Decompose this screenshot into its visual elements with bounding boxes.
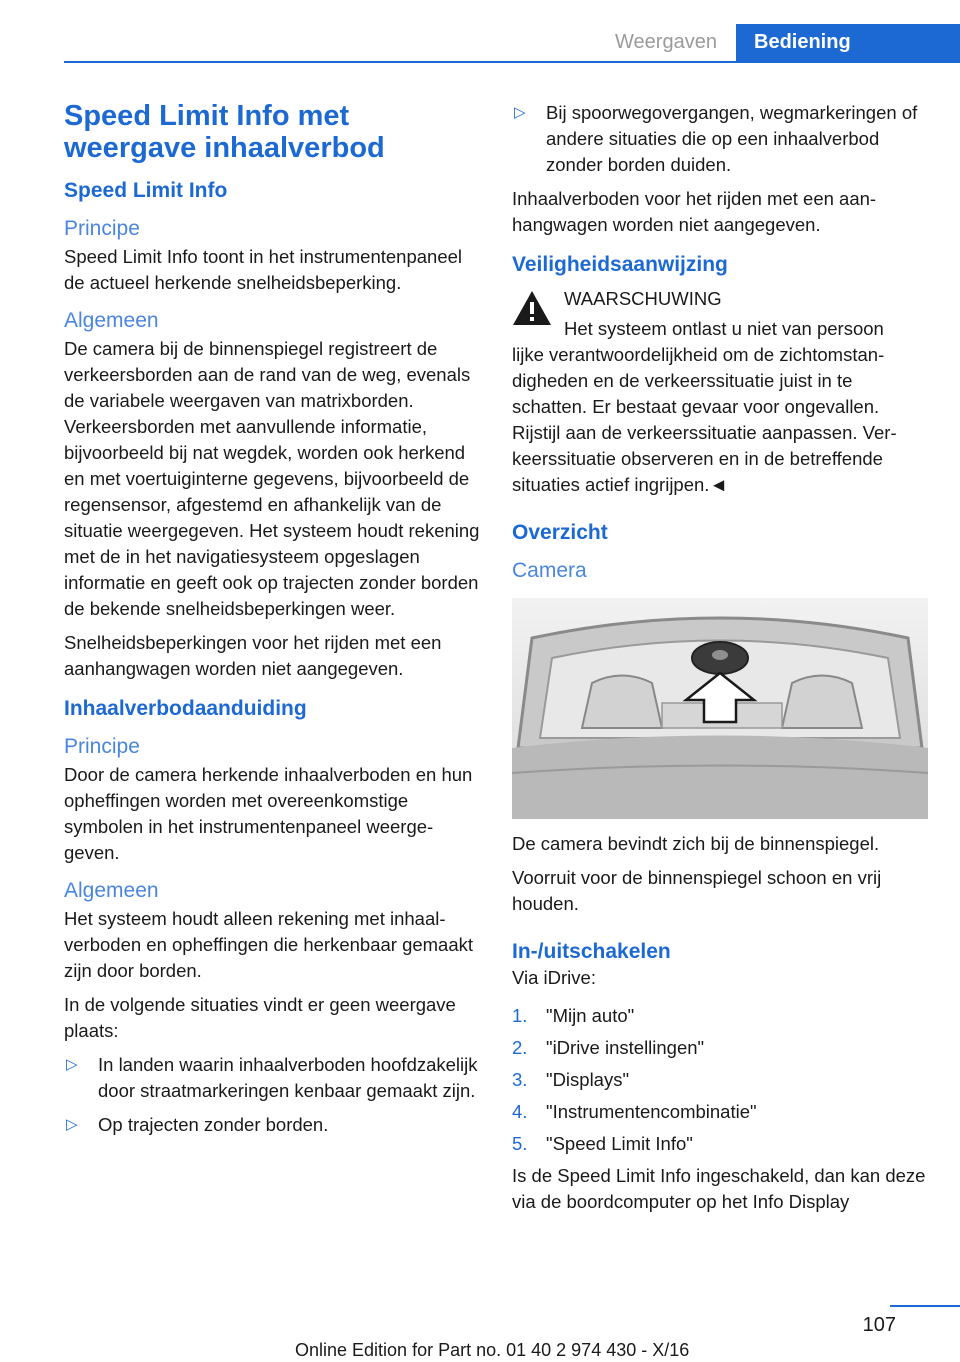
heading-in-uitschakelen: In-/uitschakelen bbox=[512, 940, 671, 963]
paragraph-aanhangwagen: Snelheidsbeperkingen voor het rijden met een aanhangwagen worden niet aangegeven. bbox=[64, 632, 442, 679]
warning-text: lijke verantwoordelijkheid om de zichtomstandigheden en de verkeerssituatie juist in te schatten. Er bestaat gevaar voor ongevallen. Rijstijl aan de verkeerssituatie aanpassen. Verkeerssituatie observeren en in de betreffende situaties actief ingrijpen.◄ bbox=[512, 344, 897, 495]
paragraph-principe: Speed Limit Info toont in het instrumentenpaneel de actueel herkende snelheidsbeperking. bbox=[64, 246, 463, 293]
heading-camera: Camera bbox=[512, 559, 587, 582]
triangle-right-icon: ▷ bbox=[66, 1056, 78, 1073]
step-item bbox=[512, 1131, 932, 1157]
step-item bbox=[512, 1099, 932, 1125]
bullet-list bbox=[64, 1052, 482, 1138]
list-item-text: Bij spoorwegovergangen, wegmarkeringen of andere situaties die op een inhaalverbod zonder borden duiden. bbox=[546, 102, 918, 175]
step-label: "Displays" bbox=[546, 1069, 630, 1090]
right-column bbox=[512, 100, 932, 1223]
paragraph-camera-locatie: De camera bevindt zich bij de binnenspiegel. bbox=[512, 833, 880, 854]
step-item bbox=[512, 1003, 932, 1029]
warning-label: WAARSCHUWING bbox=[564, 288, 722, 309]
step-item bbox=[512, 1067, 932, 1093]
paragraph-via-idrive: Via iDrive: bbox=[512, 967, 596, 988]
tab-weergaven[interactable]: Weergaven bbox=[615, 31, 717, 53]
bullet-list-continued bbox=[512, 100, 932, 178]
step-number: 4. bbox=[512, 1101, 528, 1122]
triangle-right-icon: ▷ bbox=[66, 1116, 78, 1133]
step-item bbox=[512, 1035, 932, 1061]
heading-principe: Principe bbox=[64, 217, 140, 240]
list-item bbox=[64, 1112, 482, 1138]
paragraph-voorruit: Voorruit voor de binnenspiegel schoon en vrij houden. bbox=[512, 867, 882, 914]
header-rule bbox=[64, 61, 960, 63]
list-item-text: In landen waarin inhaalverboden hoofdzakelijk door straatmarkeringen kenbaar gemaakt zijn. bbox=[98, 1054, 478, 1101]
page-title: Speed Limit Info met weergave inhaalverbod bbox=[64, 100, 385, 164]
edition-footer: Online Edition for Part no. 01 40 2 974 430 - X/16 bbox=[295, 1340, 690, 1360]
heading-algemeen: Algemeen bbox=[64, 309, 159, 332]
tab-bediening[interactable]: Bediening bbox=[736, 24, 960, 61]
step-number: 5. bbox=[512, 1133, 528, 1154]
heading-inhaalverbodaanduiding: Inhaalverbodaanduiding bbox=[64, 697, 307, 720]
step-label: "iDrive instellingen" bbox=[546, 1037, 705, 1058]
car-interior-image bbox=[512, 598, 928, 819]
step-label: "Instrumentencombinatie" bbox=[546, 1101, 757, 1122]
heading-overzicht: Overzicht bbox=[512, 521, 608, 544]
paragraph-info-display: Is de Speed Limit Info ingeschakeld, dan kan deze via de boordcomputer op het Info Display bbox=[512, 1165, 926, 1212]
steps-list bbox=[512, 1003, 932, 1157]
paragraph-principe-2: Door de camera herkende inhaalverboden en hun opheffingen worden met overeenkomstige symbolen in het instrumentenpaneel weergegeven. bbox=[64, 764, 473, 863]
step-number: 1. bbox=[512, 1005, 528, 1026]
list-item bbox=[64, 1052, 482, 1104]
list-item-text: Op trajecten zonder borden. bbox=[98, 1114, 329, 1135]
camera-illustration bbox=[512, 598, 928, 819]
heading-algemeen-2: Algemeen bbox=[64, 879, 159, 902]
paragraph-situaties: In de volgende situaties vindt er geen weergave plaats: bbox=[64, 994, 456, 1041]
warning-triangle-icon bbox=[512, 290, 552, 326]
step-number: 3. bbox=[512, 1069, 528, 1090]
paragraph-algemeen-2: Het systeem houdt alleen rekening met inhaalverboden en opheffingen die herkenbaar gemaakt zijn door borden. bbox=[64, 908, 474, 981]
paragraph-algemeen: De camera bij de binnenspiegel registreert de verkeersborden aan de rand van de weg, evenals de variabele weergaven van matrixborden. Verkeersborden met aanvullende informatie, bijvoorbeeld bij nat wegdek, worden ook herkend en met voertuiginterne gegevens, bijvoorbeeld de regensensor, afgestemd en afhankelijk van de situatie weergegeven. Het systeem houdt rekening met de in het navigatiesysteem opgeslagen informatie en geeft ook op trajecten zonder borden de bekende snelheidsbeperkingen weer. bbox=[64, 338, 480, 619]
heading-veiligheidsaanwijzing: Veiligheidsaanwijzing bbox=[512, 253, 728, 276]
step-label: "Mijn auto" bbox=[546, 1005, 635, 1026]
paragraph-aanhangwagen-inhaal: Inhaalverboden voor het rijden met een aanhangwagen worden niet aangegeven. bbox=[512, 188, 877, 235]
triangle-right-icon: ▷ bbox=[514, 104, 526, 121]
left-column bbox=[64, 100, 482, 1146]
footer-rule bbox=[890, 1305, 960, 1307]
page-number: 107 bbox=[862, 1314, 896, 1336]
list-item bbox=[512, 100, 932, 178]
warning-box bbox=[512, 286, 932, 498]
heading-principe-2: Principe bbox=[64, 735, 140, 758]
heading-speed-limit-info: Speed Limit Info bbox=[64, 179, 228, 202]
step-number: 2. bbox=[512, 1037, 528, 1058]
warning-text-first: Het systeem ontlast u niet van persoon bbox=[564, 318, 884, 339]
step-label: "Speed Limit Info" bbox=[546, 1133, 693, 1154]
